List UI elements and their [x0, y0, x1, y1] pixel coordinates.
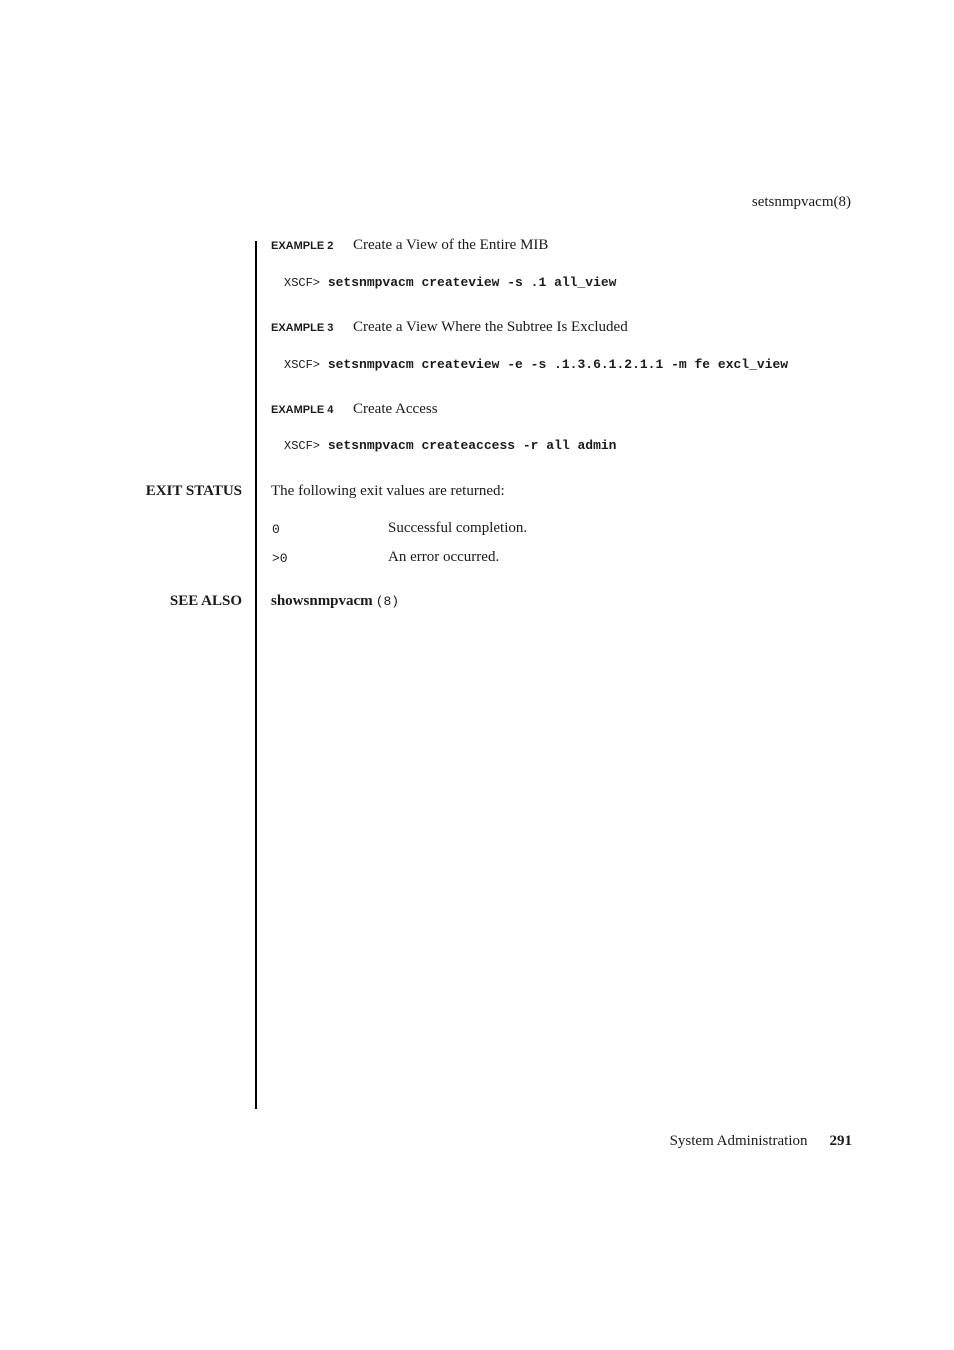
exit-code: >0 [272, 551, 288, 566]
code-command: setsnmpvacm createaccess -r all admin [327, 438, 617, 453]
section-heading-see-also: SEE ALSO [169, 593, 242, 609]
code-command: setsnmpvacm createview -e -s .1.3.6.1.2.1.1 -m fe excl_view [327, 357, 789, 372]
example-title: Create Access [353, 401, 438, 417]
example-label: EXAMPLE 4 [271, 404, 334, 416]
example-title: Create a View Where the Subtree Is Excluded [353, 319, 628, 335]
page-footer [670, 1133, 852, 1150]
see-also-section: (8) [375, 594, 400, 609]
code-line [284, 275, 616, 290]
code-line [284, 357, 788, 372]
footer-book-title: System Administration [669, 1133, 808, 1149]
exit-description: Successful completion. [388, 520, 528, 536]
code-prompt: XSCF> [284, 276, 321, 290]
example-label: EXAMPLE 2 [271, 240, 334, 252]
margin-rule [255, 241, 257, 1109]
code-prompt: XSCF> [284, 358, 321, 372]
page-number: 291 [829, 1133, 852, 1149]
exit-status-intro: The following exit values are returned: [271, 483, 505, 499]
code-prompt: XSCF> [284, 439, 321, 453]
exit-description: An error occurred. [388, 549, 500, 565]
example-label: EXAMPLE 3 [271, 322, 334, 334]
running-head: setsnmpvacm(8) [751, 194, 851, 210]
example-title: Create a View of the Entire MIB [353, 237, 549, 253]
exit-code: 0 [272, 522, 280, 537]
section-heading-exit-status: EXIT STATUS [145, 483, 242, 499]
see-also-reference [271, 593, 399, 610]
code-command: setsnmpvacm createview -s .1 all_view [327, 275, 617, 290]
see-also-command: showsnmpvacm [271, 593, 373, 609]
code-line [284, 438, 616, 453]
